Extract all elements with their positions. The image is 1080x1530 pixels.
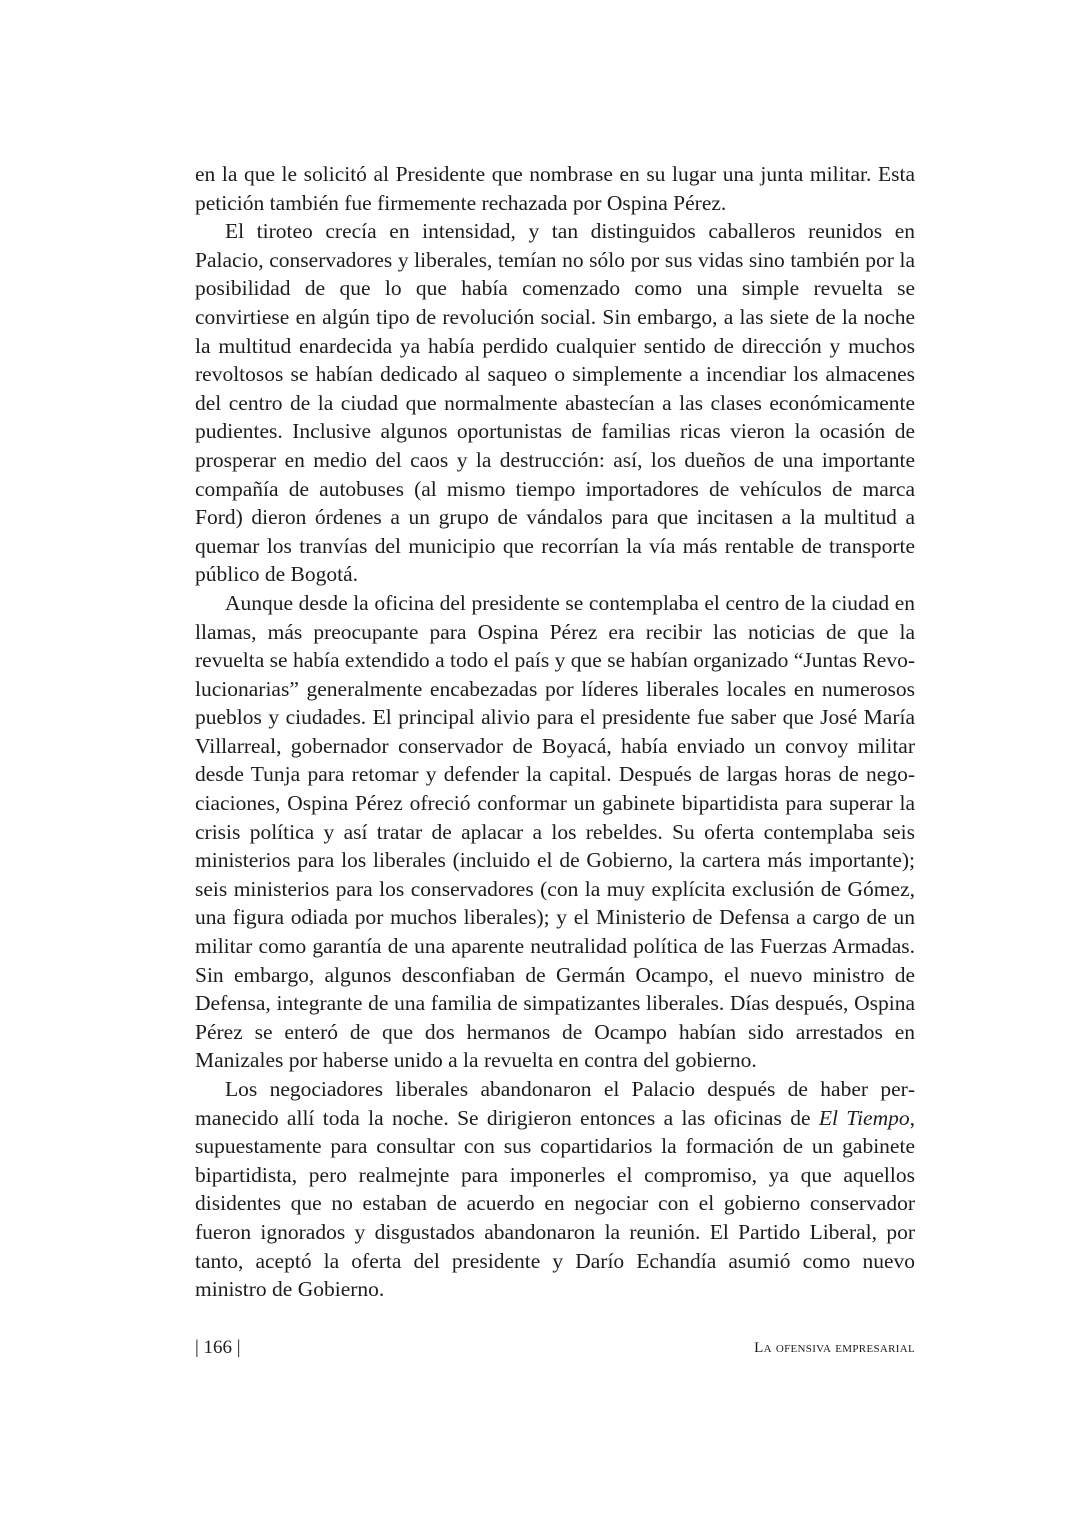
paragraph-4-part-1: Los negociadores liberales abandonaron el Palacio después de haber permanecido allí toda la noche. Se dirigieron entonces a las oficinas de [195, 1077, 915, 1130]
paragraph-1: en la que le solicitó al Presidente que nombrase en su lugar una junta militar. Esta petición también fue firmemente rechazada por Ospina Pérez. [195, 162, 915, 215]
paragraph-4 [195, 1075, 915, 1304]
body-text [195, 160, 915, 1304]
paragraph-3: Aunque desde la oficina del presidente se contemplaba el centro de la ciudad en llamas, más preocupante para Ospina Pérez era recibir las noticias de que la revuelta se había extendido a todo el país y que se habían organizado “Juntas Revolucionarias” generalmente encabezadas por líderes liberales locales en numerosos pueblos y ciudades. El principal alivio para el presidente fue saber que José María Villarreal, gobernador conservador de Boyacá, había enviado un convoy militar desde Tunja para retomar y defender la capital. Después de largas horas de negociaciones, Ospina Pérez ofreció conformar un gabinete bipartidista para superar la crisis política y así tratar de aplacar a los rebeldes. Su oferta contemplaba seis ministerios para los liberales (incluido el de Gobierno, la cartera más importante); seis ministerios para los conservadores (con la muy explícita exclusión de Gómez, una figura odiada por muchos liberales); y el Ministerio de Defensa a cargo de un militar como garantía de una aparente neutralidad política de las Fuerzas Armadas. Sin embargo, algunos desconfiaban de Germán Ocampo, el nuevo ministro de Defensa, integrante de una familia de simpatizantes liberales. Días después, Ospina Pérez se enteró de que dos hermanos de Ocampo habían sido arrestados en Manizales por haberse unido a la revuelta en contra del gobierno. [195, 590, 915, 1073]
page-footer [195, 1336, 915, 1360]
newspaper-title: El Tiempo [818, 1105, 910, 1130]
running-head: La ofensiva empresarial [754, 1340, 915, 1356]
page-number: | 166 | [195, 1337, 241, 1358]
paragraph-4-part-2: , supuestamente para consultar con sus copartidarios la formación de un gabinete bipartidista, pero realmejnte para imponerles el compromiso, ya que aquellos disidentes que no estaban de acuerdo en negociar con el gobierno conservador fueron ignorados y disgustados abandonaron la reunión. El Partido Liberal, por tanto, aceptó la oferta del presidente y Darío Echandía asumió como nuevo ministro de Gobierno. [195, 1105, 915, 1302]
paragraph-2: El tiroteo crecía en intensidad, y tan distinguidos caballeros reunidos en Palacio, conservadores y liberales, temían no sólo por sus vidas sino también por la posibilidad de que lo que había comenzado como una simple revuelta se convirtiese en algún tipo de revolución social. Sin embargo, a las siete de la noche la multitud enardecida ya había perdido cualquier sentido de dirección y muchos revoltosos se habían dedicado al saqueo o simplemente a incendiar los almacenes del centro de la ciudad que normalmente abastecían a las clases económicamente pudientes. Inclusive algunos oportunistas de familias ricas vieron la ocasión de prosperar en medio del caos y la destrucción: así, los dueños de una importante compañía de autobuses (al mismo tiempo importadores de vehículos de marca Ford) dieron órdenes a un grupo de vándalos para que incitasen a la multitud a quemar los tranvías del municipio que recorrían la vía más rentable de transporte público de Bogotá. [195, 219, 915, 587]
